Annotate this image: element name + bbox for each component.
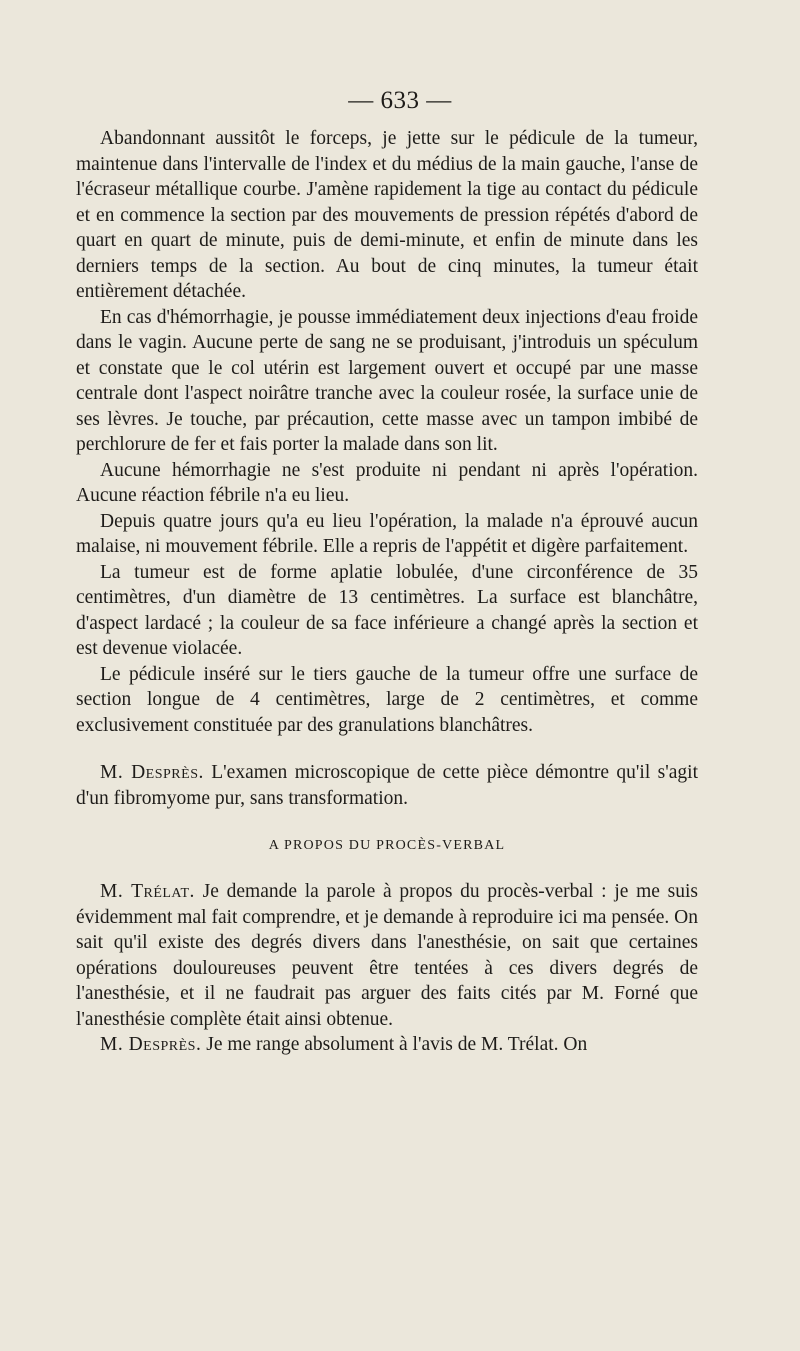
paragraph-no-hemorrhage: Aucune hémorrhagie ne s'est produite ni pendant ni après l'opération. Aucune réaction fébrile n'a eu lieu.	[76, 459, 698, 506]
page-number: — 633 —	[348, 87, 452, 114]
paragraph-recovery: Depuis quatre jours qu'a eu lieu l'opération, la malade n'a éprouvé aucun malaise, ni mouvement fébrile. Elle a repris de l'appétit et digère parfaitement.	[76, 510, 698, 557]
speaker-name: M. Desprès.	[100, 762, 204, 783]
paragraph-pedicle-description: Le pédicule inséré sur le tiers gauche de la tumeur offre une surface de section longue de 4 centimètres, large de 2 centimètres, et comme exclusivement constituée par des granulations blanchâtres.	[76, 663, 698, 736]
speaker-name: M. Trélat.	[100, 881, 195, 902]
remark-trelat	[76, 879, 698, 1032]
remark-text: L'examen microscopique de cette pièce démontre qu'il s'agit d'un fibromyome pur, sans transformation.	[76, 762, 698, 809]
remark-text: Je demande la parole à propos du procès-verbal : je me suis évidemment mal fait comprendre, et je demande à reproduire ici ma pensée. On sait qu'il existe des degrés divers dans l'anesthésie, on sait que certaines opérations douloureuses peuvent être tentées à ces divers degrés de l'anesthésie, et il ne faudrait pas arguer des faits cités par M. Forné que l'anesthésie complète était ainsi obtenue.	[76, 881, 698, 1030]
remark-despres-microscopy	[76, 760, 698, 811]
paragraph-operation: Abandonnant aussitôt le forceps, je jette sur le pédicule de la tumeur, maintenue dans l'intervalle de l'index et du médius de la main gauche, l'anse de l'écraseur métallique courbe. J'amène rapidement la tige au contact du pédicule et en commence la section par des mouvements de pression répétés d'abord de quart en quart de minute, puis de demi-minute, et enfin de minute dans les derniers temps de la section. Au bout de cinq minutes, la tumeur était entièrement détachée.	[76, 128, 698, 302]
page-body	[76, 126, 698, 1058]
paragraph-hemorrhage-care: En cas d'hémorrhagie, je pousse immédiatement deux injections d'eau froide dans le vagin. Aucune perte de sang ne se produisant, j'introduis un spéculum et constate que le col utérin est largement ouvert et occupé par une masse centrale dont l'aspect noirâtre tranche avec la couleur rosée, la surface unie de ses lèvres. Je touche, par précaution, cette masse avec un tampon imbibé de perchlorure de fer et fais porter la malade dans son lit.	[76, 306, 698, 455]
remark-despres-agreement	[76, 1032, 698, 1058]
remark-text: Je me range absolument à l'avis de M. Trélat. On	[206, 1034, 588, 1055]
section-heading: A PROPOS DU PROCÈS-VERBAL	[268, 838, 506, 853]
speaker-name: M. Desprès.	[100, 1034, 202, 1055]
paragraph-tumor-description: La tumeur est de forme aplatie lobulée, d'une circonférence de 35 centimètres, d'un diamètre de 13 centimètres. La surface est blanchâtre, d'aspect lardacé ; la couleur de sa face inférieure a changé après la section et est devenue violacée.	[76, 561, 698, 659]
